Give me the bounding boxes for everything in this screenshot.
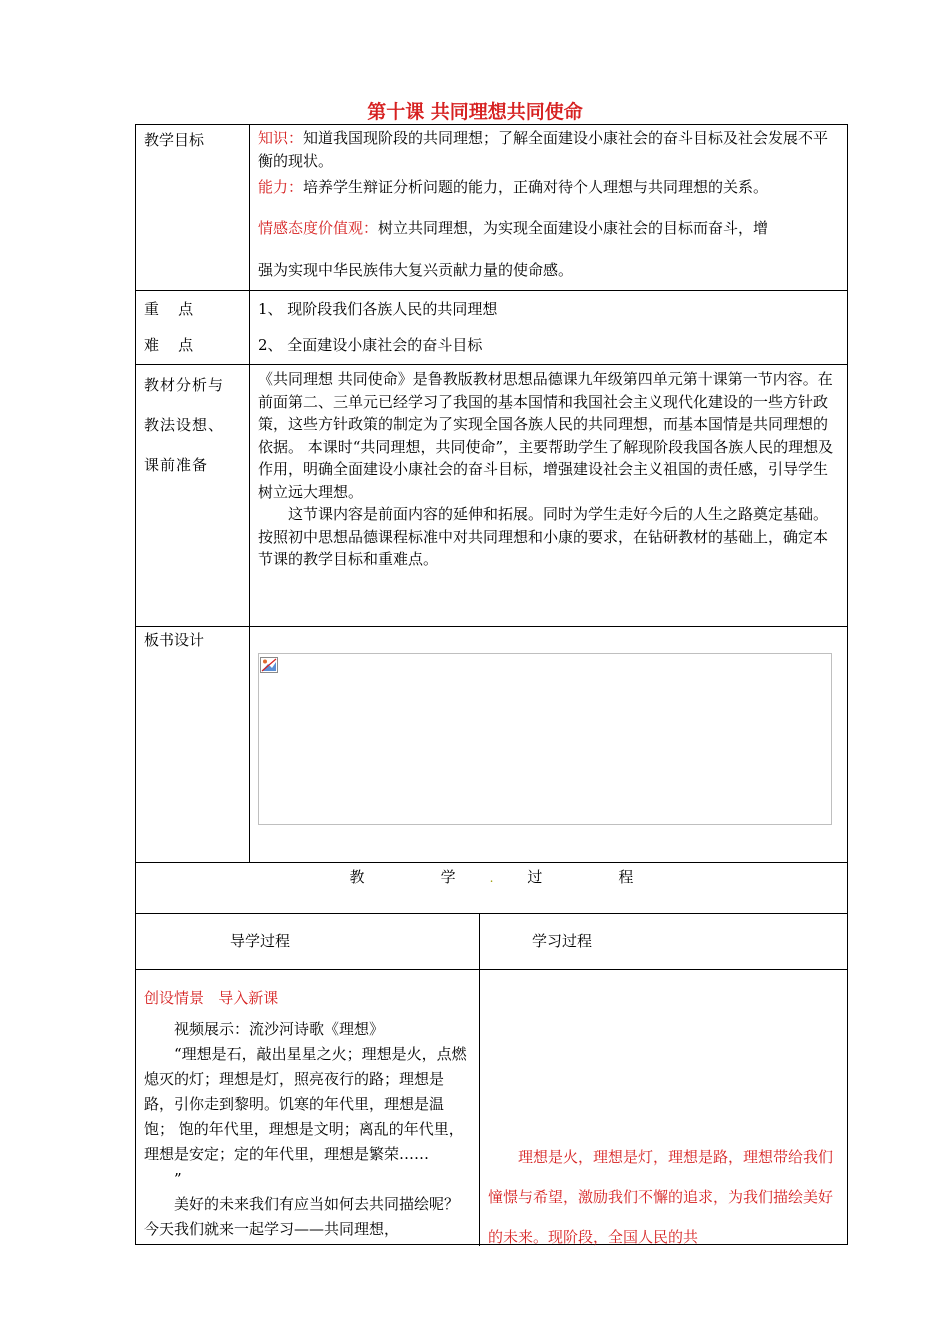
study-column (480, 970, 847, 1246)
stray-dot: . (489, 871, 494, 885)
study-column-header: 学习过程 (532, 932, 593, 950)
key-point-item: 2、 全面建设小康社会的奋斗目标 (258, 336, 483, 354)
board-label: 板书设计 (136, 627, 250, 862)
guide-poem: “理想是石，敲出星星之火；理想是火，点燃熄灭的灯；理想是灯，照亮夜行的路；理想是路，引你走到黎明。饥寒的年代里，理想是温饱； 饱的年代里，理想是文明；离乱的年代里，理想是安定；定的年代里，理想是繁荣…… (144, 1045, 467, 1163)
guide-line: 美好的未来我们有应当如何去共同描绘呢？今天我们就来一起学习——共同理想， (144, 1195, 460, 1238)
key-points-content (250, 291, 847, 364)
key-points-label (136, 291, 250, 364)
broken-image-icon (260, 657, 278, 673)
guide-line: ” (174, 1170, 182, 1188)
process-char: 程 (618, 868, 634, 886)
analysis-row (136, 365, 847, 627)
objectives-label: 教学目标 (136, 125, 250, 290)
process-char: 教 (349, 868, 365, 886)
analysis-label-line: 课前准备 (144, 456, 209, 474)
process-header-row (136, 863, 847, 914)
analysis-label-line: 教法设想、 (144, 416, 225, 434)
guide-heading: 创设情景 导入新课 (144, 989, 279, 1007)
page-title: 第十课 共同理想共同使命 (367, 101, 583, 123)
process-char: 学 (440, 868, 456, 886)
emotion-label: 情感态度价值观： (258, 218, 379, 237)
key-point-item: 1、 现阶段我们各族人民的共同理想 (258, 300, 498, 318)
key-label: 重 点 (144, 300, 194, 318)
board-row (136, 627, 847, 863)
guide-column (136, 970, 480, 1246)
study-text: 理想是火，理想是灯，理想是路，理想带给我们憧憬与希望，激励我们不懈的追求，为我们描绘美好的未来。现阶段，全国人民的共 (488, 1148, 834, 1246)
lesson-plan-table (135, 124, 848, 1245)
knowledge-label: 知识： (258, 129, 304, 147)
board-content (250, 627, 847, 862)
objectives-content (250, 125, 847, 290)
process-content-row (136, 970, 847, 1246)
ability-text: 培养学生辩证分析问题的能力，正确对待个人理想与共同理想的关系。 (303, 178, 769, 196)
key-points-row (136, 291, 847, 365)
objectives-row (136, 125, 847, 291)
knowledge-objective (258, 127, 839, 172)
guide-column-header: 导学过程 (136, 914, 480, 969)
board-image-frame (258, 653, 832, 825)
process-char: 过 (527, 868, 543, 886)
emotion-objective (258, 207, 839, 291)
difficult-label: 难 点 (144, 336, 194, 354)
process-heading (136, 863, 847, 913)
emotion-text-1: 树立共同理想，为实现全面建设小康社会的目标而奋斗，增 (378, 218, 769, 237)
guide-line: 视频展示：流沙河诗歌《理想》 (174, 1020, 385, 1038)
ability-objective (258, 176, 839, 199)
analysis-paragraph: 这节课内容是前面内容的延伸和拓展。同时为学生走好今后的人生之路奠定基础。按照初中思想品德课程标准中对共同理想和小康的要求，在钻研教材的基础上，确定本节课的教学目标和重难点。 (258, 505, 829, 568)
ability-label: 能力： (258, 178, 304, 196)
analysis-label-line: 教材分析与 (144, 376, 225, 394)
guide-content (144, 986, 470, 1242)
column-header-row (136, 914, 847, 970)
emotion-text-2: 强为实现中华民族伟大复兴贡献力量的使命感。 (258, 260, 574, 279)
analysis-content (250, 365, 847, 626)
analysis-paragraph: 《共同理想 共同使命》是鲁教版教材思想品德课九年级第四单元第十课第一节内容。在前面第二、三单元已经学习了我国的基本国情和我国社会主义现代化建设的一些方针政策，这些方针政策的制定为了实现全国各族人民的共同理想，而基本国情是共同理想的依据。 本课时“共同理想，共同使命”，主要帮助学生了解现阶段我国各族人民的理想及作用，明确全面建设小康社会的奋斗目标，增强建设社会主义祖国的责任感，引导学生树立远大理想。 (258, 370, 834, 501)
knowledge-text: 知道我国现阶段的共同理想；了解全面建设小康社会的奋斗目标及社会发展不平衡的现状。 (258, 129, 829, 170)
analysis-label (136, 365, 250, 626)
